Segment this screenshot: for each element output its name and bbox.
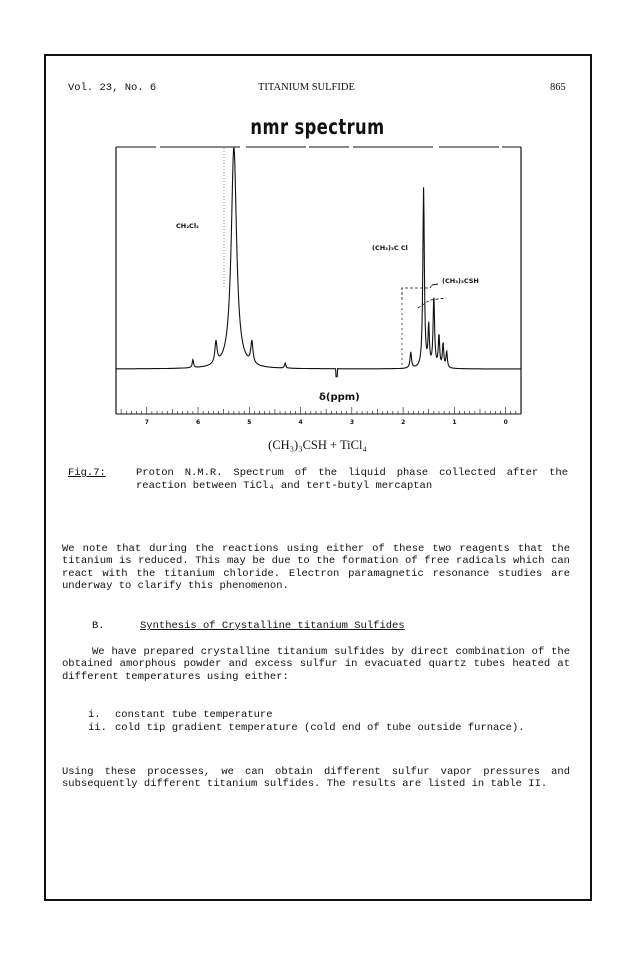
spectrum-trace bbox=[116, 148, 521, 377]
axis-ticks bbox=[121, 407, 516, 426]
section-title: Synthesis of Crystalline titanium Sulfides bbox=[140, 620, 405, 632]
list-number: i. bbox=[88, 709, 101, 721]
tick-label: 4 bbox=[298, 419, 303, 426]
tick-label: 3 bbox=[349, 419, 355, 426]
paragraph-2: We have prepared crystalline titanium sulfides by direct combination of the obtained amorphous powder and excess sulfur in evacuated quartz tubes heated at different temperatures using either: bbox=[62, 646, 570, 683]
paragraph-3: Using these processes, we can obtain different sulfur vapor pressures and subsequently different titanium sulfides. The results are listed in table II. bbox=[62, 766, 570, 791]
tick-label: 5 bbox=[247, 419, 252, 426]
figure-label: Fig.7: bbox=[68, 467, 106, 479]
section-label: B. bbox=[92, 620, 105, 632]
peak-label-tbucl: (CH₃)₃C Cl bbox=[372, 244, 408, 252]
peak-label-tbush: (CH₃)₃CSH bbox=[442, 277, 479, 285]
page-number: 865 bbox=[550, 82, 566, 93]
running-title: TITANIUM SULFIDE bbox=[258, 82, 355, 93]
figure-title: nmr spectrum bbox=[250, 115, 385, 139]
tick-label: 6 bbox=[196, 419, 201, 426]
caption-text: Proton N.M.R. Spectrum of the liquid phase collected after the reaction between TiCl₄ and tert-butyl mercaptan bbox=[136, 467, 568, 492]
tick-label: 2 bbox=[401, 419, 406, 426]
tick-label: 1 bbox=[452, 419, 457, 426]
list-text: constant tube temperature bbox=[115, 709, 273, 721]
peak-leader-lines bbox=[224, 148, 446, 368]
tick-label: 0 bbox=[503, 419, 508, 426]
leader-arrow-tbucl bbox=[432, 284, 438, 285]
journal-volume: Vol. 23, No. 6 bbox=[68, 82, 157, 94]
reaction-equation: (CH₃)₃CSH + TiCl₄ bbox=[268, 438, 367, 452]
leader-tbucl bbox=[402, 285, 432, 300]
nmr-spectrum-chart bbox=[100, 138, 530, 433]
peak-label-ch2cl2: CH₂Cl₂ bbox=[176, 222, 199, 230]
list-text: cold tip gradient temperature (cold end of tube outside furnace). bbox=[115, 722, 525, 734]
tick-label: 7 bbox=[144, 419, 149, 426]
paragraph-1: We note that during the reactions using either of these two reagents that the titanium is reduced. This may be due to the formation of free radicals which can react with the titanium chloride. Electron paramagnetic resonance studies are underway to clarify this phenomenon. bbox=[62, 543, 570, 592]
ppm-axis-label: δ(ppm) bbox=[319, 392, 360, 403]
list-number: ii. bbox=[88, 722, 107, 734]
